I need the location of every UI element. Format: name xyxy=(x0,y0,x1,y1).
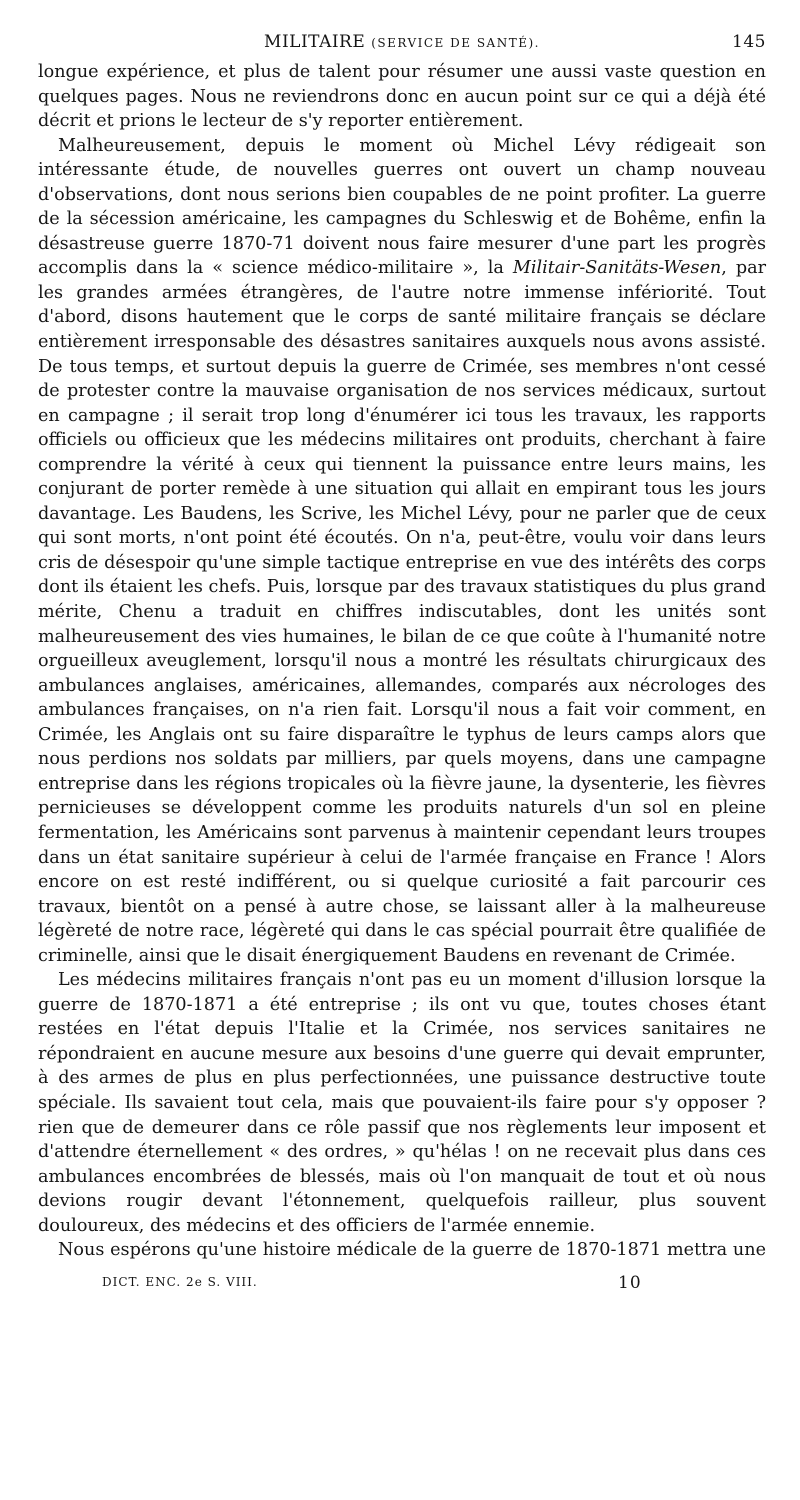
paragraph-1: longue expérience, et plus de talent pour résumer une aussi vaste question en quelques pages. Nous ne reviendrons donc en aucun point sur ce qui a déjà été décrit et prions le lecteur de s'y reporter entièrement. xyxy=(38,62,766,132)
running-head-main: MILITAIRE xyxy=(264,32,366,52)
running-head xyxy=(38,30,766,60)
body-text xyxy=(38,60,766,1263)
paragraph-2-part-1: Malheureusement, depuis le moment où Michel Lévy rédigeait son intéressante étude, de nouvelles guerres ont ouvert un champ nouveau d'observations, dont nous serions bien coupables de ne point profiter. La guerre de la sécession américaine, les campagnes du Schleswig et de Bohême, enfin la désastreuse guerre 1870-71 doivent nous faire mesurer d'une part les progrès accomplis dans la « science médico-militaire », la xyxy=(38,135,766,279)
paragraph-2 xyxy=(38,134,766,969)
paragraph-2-italic-term: Militair-Sanitäts-Wesen xyxy=(512,258,722,279)
page-footer xyxy=(38,1271,766,1297)
paragraph-4: Nous espérons qu'une histoire médicale de la guerre de 1870-1871 mettra une xyxy=(58,1240,766,1261)
signature-number: 10 xyxy=(618,1272,642,1293)
paragraph-3: Les médecins militaires français n'ont pas eu un moment d'illusion lorsque la guerre de 1870-1871 a été entreprise ; ils ont vu que, toutes choses étant restées en l'état depuis l'Italie et la Crimée, nos services sanitaires ne répondraient en aucune mesure aux besoins d'une guerre qui devait emprunter, à des armes de plus en plus perfectionnées, une puissance destructive toute spéciale. Ils savaient tout cela, mais que pouvaient-ils faire pour s'y opposer ? rien que de demeurer dans ce rôle passif que nos règlements leur imposent et d'attendre éternellement « des ordres, » qu'hélas ! on ne recevait plus dans ces ambulances encombrées de blessés, mais où l'on manquait de tout et où nous devions rougir devant l'étonnement, quelquefois railleur, plus souvent douloureux, des médecins et des officiers de l'armée ennemie. xyxy=(38,970,766,1236)
running-head-subtitle: (SERVICE DE SANTÉ). xyxy=(371,36,540,50)
running-head-title xyxy=(38,32,766,52)
document-page xyxy=(38,30,766,1470)
paragraph-2-part-2: , par les grandes armées étrangères, de l'autre notre immense infériorité. Tout d'abord, disons hautement que le corps de santé militaire français se déclare entièrement irresponsable des désastres sanitaires auxquels nous avons assisté. De tous temps, et surtout depuis la guerre de Crimée, ses membres n'ont cessé de protester contre la mauvaise organisation de nos services médicaux, surtout en campagne ; il serait trop long d'énumérer ici tous les travaux, les rapports officiels ou officieux que les médecins militaires ont produits, cherchant à faire comprendre la vérité à ceux qui tiennent la puissance entre leurs mains, les conjurant de porter remède à une situation qui allait en empirant tous les jours davantage. Les Baudens, les Scrive, les Michel Lévy, pour ne parler que de ceux qui sont morts, n'ont point été écoutés. On n'a, peut-être, voulu voir dans leurs cris de désespoir qu'une simple tactique entreprise en vue des intérêts des corps dont ils étaient les chefs. Puis, lorsque par des travaux statistiques du plus grand mérite, Chenu a traduit en chiffres indiscutables, dont les unités sont malheureusement des vies humaines, le bilan de ce que coûte à l'humanité notre orgueilleux aveuglement, lorsqu'il nous a montré les résultats chirurgicaux des ambulances anglaises, américaines, allemandes, comparés aux nécrologes des ambulances françaises, on n'a rien fait. Lorsqu'il nous a fait voir comment, en Crimée, les Anglais ont su faire disparaître le typhus de leurs camps alors que nous perdions nos soldats par milliers, par quels moyens, dans une campagne entreprise dans les régions tropicales où la fièvre jaune, la dysenterie, les fièvres pernicieuses se développent comme les produits naturels d'un sol en pleine fermentation, les Américains sont parvenus à maintenir cependant leurs troupes dans un état sanitaire supérieur à celui de l'armée française en France ! Alors encore on est resté indifférent, ou si quelque curiosité a fait parcourir ces travaux, bientôt on a pensé à autre chose, se laissant aller à la malheureuse légèreté de notre race, légèreté qui dans le cas spécial pourrait être qualifiée de criminelle, ainsi que le disait énergiquement Baudens en revenant de Crimée. xyxy=(38,258,766,966)
printer-signature: DICT. ENC. 2e S. VIII. xyxy=(102,1274,258,1289)
page-number: 145 xyxy=(732,32,766,52)
